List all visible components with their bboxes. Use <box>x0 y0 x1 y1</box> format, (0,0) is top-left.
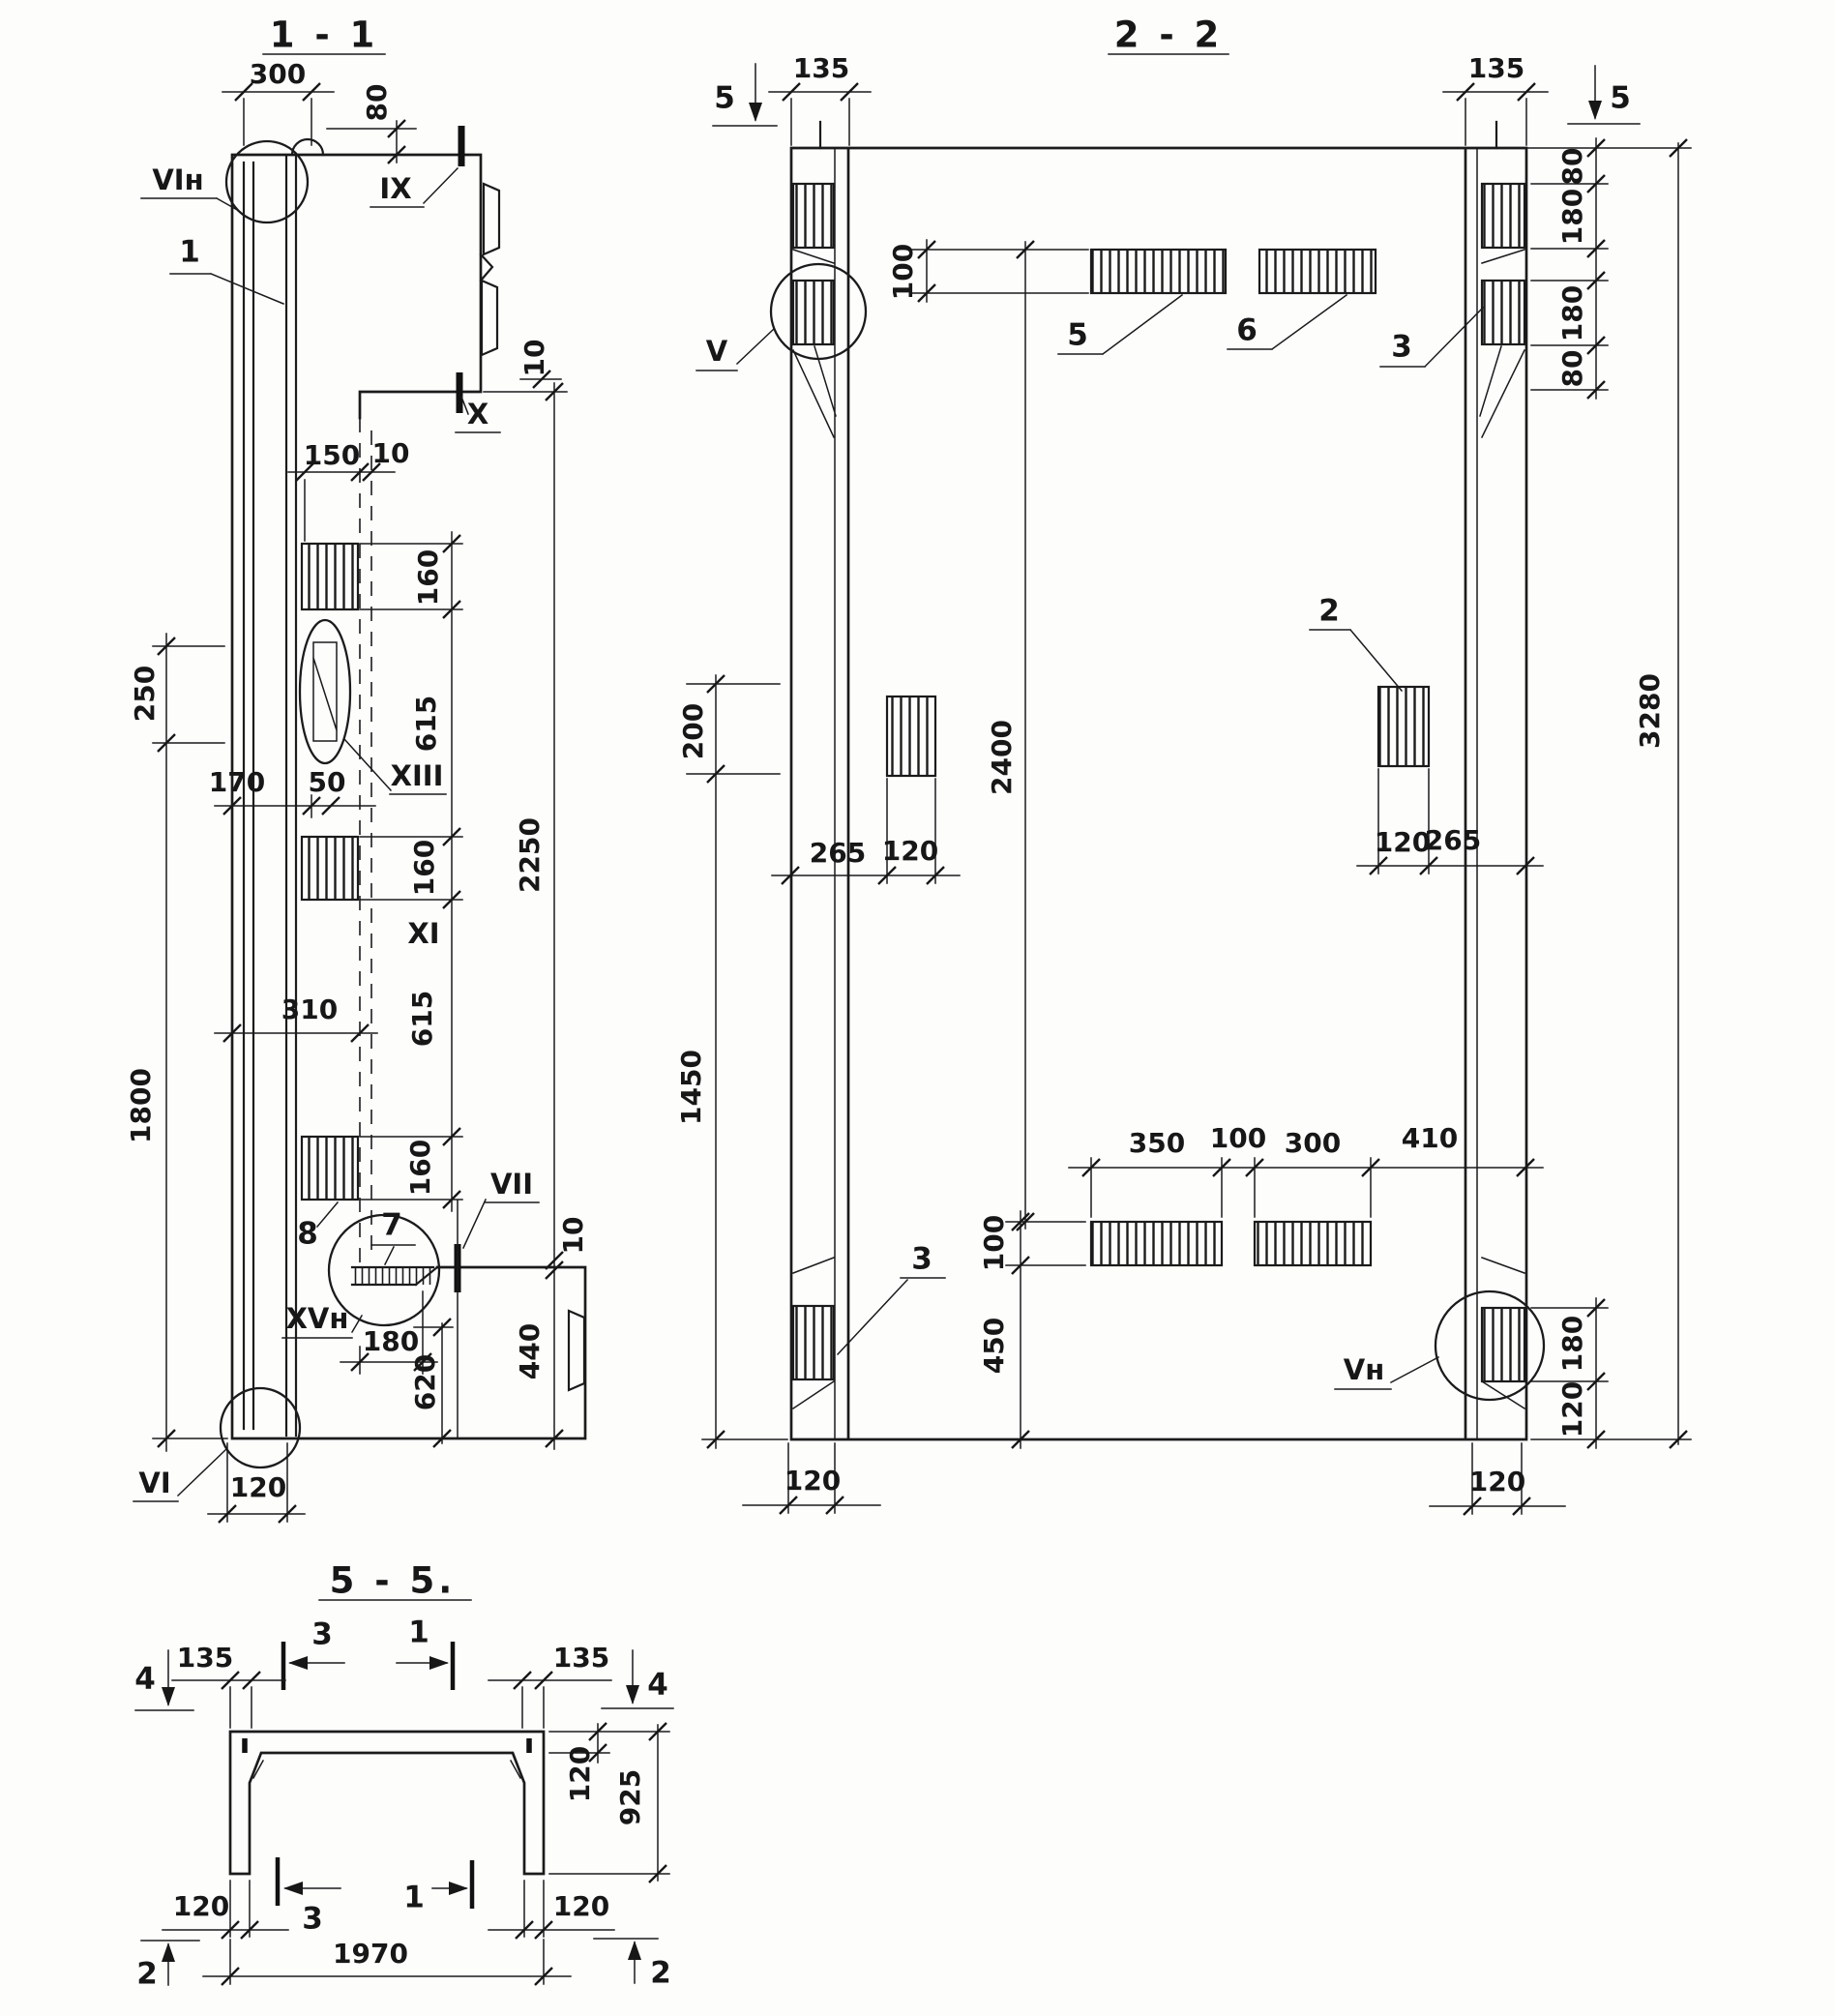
mark-xi: XI <box>407 917 440 950</box>
section-arrow-down <box>626 1685 639 1705</box>
mark-vii: VII <box>489 1168 534 1201</box>
dim-300: 300 <box>249 58 307 90</box>
dim-80-top1: 80 <box>1556 147 1588 186</box>
dim-120-under-left: 120 <box>784 1465 842 1497</box>
dim-120-under-right: 120 <box>1468 1466 1526 1497</box>
anchor-slot-inner <box>313 642 337 741</box>
channel-outline <box>230 1732 544 1874</box>
dim-620: 620 <box>409 1353 441 1411</box>
dim-160-b: 160 <box>408 839 440 897</box>
dim-135-left: 135 <box>176 1642 234 1674</box>
section-arrow-down <box>749 103 762 122</box>
dim-ticks <box>707 80 1687 1515</box>
dim-and-leader-lines <box>133 54 569 1522</box>
section-arrow-right <box>449 1882 468 1895</box>
cut-label-2-left: 2 <box>136 1956 158 1992</box>
rebar-anchor <box>793 184 834 248</box>
dim-120-bottom-right: 120 <box>552 1890 610 1922</box>
dim-80-top2: 80 <box>1556 349 1588 388</box>
dim-100-top: 100 <box>887 243 919 301</box>
section-arrow-left <box>288 1656 308 1670</box>
rebar-item-2 <box>1378 687 1429 766</box>
callout-2: 2 <box>1318 593 1340 629</box>
dim-120-bottom-left: 120 <box>172 1890 230 1922</box>
dim-1970: 1970 <box>333 1938 408 1970</box>
section-title: 1 - 1 <box>269 14 379 56</box>
mark-v: V <box>705 335 728 368</box>
dim-180: 180 <box>362 1325 420 1357</box>
mark-ix: IX <box>379 172 412 205</box>
dim-120-web: 120 <box>564 1745 596 1803</box>
dim-2400: 2400 <box>986 720 1018 795</box>
section-title: 5 - 5. <box>329 1559 457 1602</box>
dim-150: 150 <box>303 439 361 471</box>
rebar-item-5 <box>1091 250 1226 293</box>
rebar-bottom-right <box>1255 1222 1371 1265</box>
mark-x: X <box>466 398 489 430</box>
dim-120-bottom-side: 120 <box>1556 1380 1588 1438</box>
dim-170: 170 <box>208 766 266 798</box>
rebar-bottom-left <box>1091 1222 1222 1265</box>
rebar-anchor <box>302 1137 358 1200</box>
dim-135-left: 135 <box>792 52 850 84</box>
rebar-item-6 <box>1259 250 1376 293</box>
cut-label-3-top: 3 <box>311 1616 333 1652</box>
section-arrow-down <box>162 1687 175 1706</box>
cut-label-4-right: 4 <box>647 1667 668 1703</box>
section-2-2 <box>675 15 1691 1516</box>
callout-5: 5 <box>1067 317 1088 353</box>
cut-label-5-left: 5 <box>714 80 735 116</box>
cut-label-4-left: 4 <box>134 1661 156 1697</box>
cut-label-1-bottom: 1 <box>403 1880 425 1915</box>
mark-v-n: Vн <box>1343 1353 1385 1386</box>
callout-1: 1 <box>179 234 200 270</box>
dim-10-top: 10 <box>518 339 550 377</box>
rebar-anchor <box>793 281 834 344</box>
rebar-anchor <box>793 1306 834 1379</box>
dim-925: 925 <box>614 1768 646 1826</box>
dim-10-bottom: 10 <box>557 1216 589 1255</box>
dim-200: 200 <box>677 702 709 760</box>
dim-80: 80 <box>361 83 393 122</box>
dim-10-rib: 10 <box>371 437 410 469</box>
dim-1800: 1800 <box>125 1068 157 1143</box>
callout-6: 6 <box>1236 312 1258 348</box>
callout-7: 7 <box>381 1207 402 1243</box>
dim-265-right: 265 <box>1424 824 1482 856</box>
cut-plane-ticks <box>278 1642 472 1909</box>
dim-615-b: 615 <box>406 990 438 1048</box>
section-arrow-up <box>162 1942 175 1962</box>
dim-120: 120 <box>229 1471 287 1503</box>
section-arrow-down <box>1588 101 1602 120</box>
section-arrow-up <box>628 1941 641 1960</box>
chamfer-ticks <box>253 1761 520 1778</box>
callout-8: 8 <box>297 1216 318 1252</box>
section-5-5 <box>134 1560 673 1992</box>
rebar-anchor-mid-left <box>887 697 935 776</box>
dim-180-top1: 180 <box>1556 188 1588 246</box>
dim-135-right: 135 <box>1467 52 1525 84</box>
dim-100-mid: 100 <box>1209 1122 1267 1154</box>
dim-2250: 2250 <box>514 817 546 893</box>
dim-160-a: 160 <box>412 548 444 607</box>
dim-120-left-mid: 120 <box>881 835 939 867</box>
section-arrow-right <box>429 1656 449 1670</box>
cut-label-1-top: 1 <box>408 1615 429 1650</box>
section-1-1 <box>125 15 589 1524</box>
dim-100-bottom: 100 <box>978 1214 1010 1272</box>
dim-160-c: 160 <box>404 1139 436 1197</box>
dim-1450: 1450 <box>675 1050 707 1125</box>
dim-450: 450 <box>978 1317 1010 1375</box>
dim-265-left: 265 <box>809 837 867 869</box>
rebar-anchor <box>302 544 358 609</box>
dim-440: 440 <box>514 1322 546 1380</box>
section-title: 2 - 2 <box>1113 14 1224 56</box>
rebar-anchor <box>1482 184 1524 248</box>
hidden-rib-lines <box>360 418 371 1265</box>
cut-label-3-bottom: 3 <box>302 1901 323 1937</box>
dim-310: 310 <box>281 993 339 1025</box>
dim-300: 300 <box>1284 1127 1342 1159</box>
cut-label-2-right: 2 <box>650 1955 671 1991</box>
dim-410: 410 <box>1401 1122 1459 1154</box>
mark-vi-n: VIн <box>152 163 204 196</box>
dim-50: 50 <box>308 766 346 798</box>
dim-180-bottom: 180 <box>1556 1315 1588 1373</box>
section-arrow-left <box>283 1882 303 1895</box>
section-cut-ticks <box>458 126 461 1292</box>
cut-plane-stubs <box>820 122 1496 148</box>
rebar-anchor <box>302 837 358 900</box>
anchor-slot-oval <box>300 620 350 763</box>
corner-rebar-marks <box>245 1738 529 1753</box>
dim-135-right: 135 <box>552 1642 610 1674</box>
mark-vi: VI <box>138 1467 171 1499</box>
mark-xiii: XIII <box>390 759 444 792</box>
callout-3-bottom: 3 <box>911 1241 932 1277</box>
rebar-anchor <box>1482 1308 1524 1381</box>
dim-250: 250 <box>129 665 161 723</box>
rebar-anchor <box>1482 281 1524 344</box>
cut-label-5-right: 5 <box>1610 80 1631 116</box>
dim-350: 350 <box>1128 1127 1186 1159</box>
dim-120-right-mid: 120 <box>1374 826 1432 858</box>
rib-end-hatch <box>352 1268 433 1285</box>
dim-615-a: 615 <box>410 695 442 753</box>
callout-3-top: 3 <box>1391 329 1412 365</box>
dim-180-top2: 180 <box>1556 284 1588 342</box>
mark-xv-n: XVн <box>285 1302 349 1335</box>
dim-3280: 3280 <box>1634 673 1666 749</box>
